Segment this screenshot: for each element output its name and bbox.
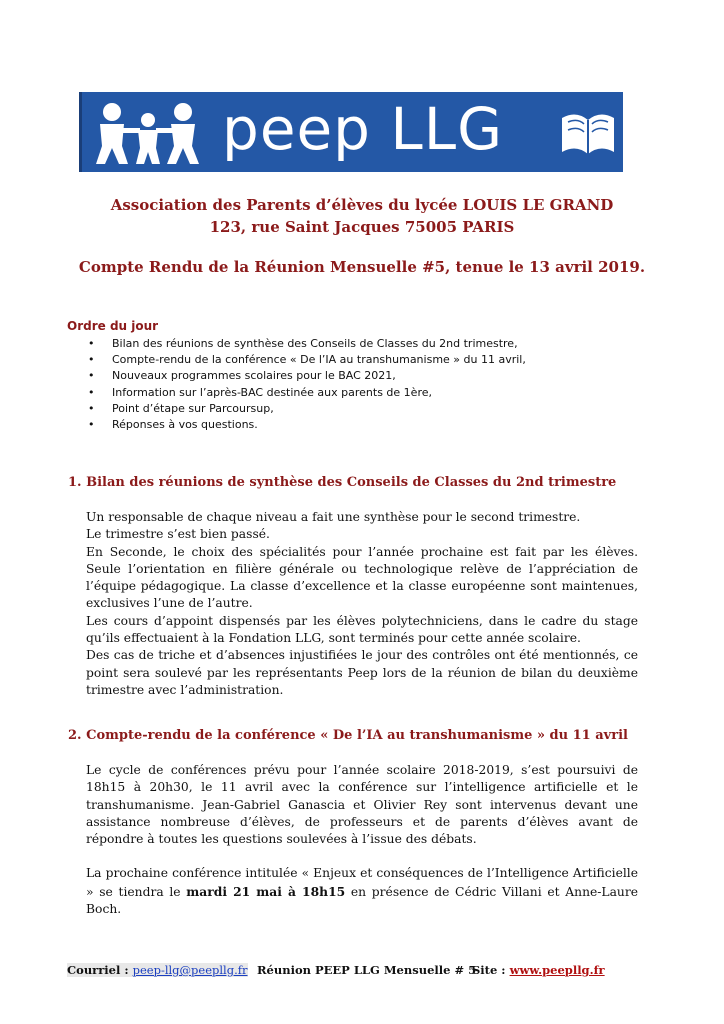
footer-site-label: Site : [472, 963, 510, 977]
agenda-item: • Compte-rendu de la conférence « De l’IA au transhumanisme » du 11 avril, [88, 352, 526, 368]
footer-email-label: Courriel : [67, 963, 133, 977]
section-2-paragraph-next-conference [86, 865, 638, 918]
site-link[interactable]: www.peepllg.fr [509, 963, 605, 977]
next-conference-text: La prochaine conférence intitulée « Enjeux et conséquences de l’Intelligence Artificielle » se tiendra le [86, 866, 638, 899]
family-icon [88, 100, 208, 166]
paragraph-gap [86, 848, 638, 865]
open-book-icon [558, 106, 618, 158]
email-link[interactable]: peep-llg@peepllg.fr [132, 963, 248, 977]
next-conference-date: mardi 21 mai à 18h15 [186, 883, 346, 899]
section-1-paragraph: Le trimestre s’est bien passé. [86, 527, 270, 542]
footer-center-text: Réunion PEEP LLG Mensuelle # 5 [257, 963, 477, 977]
agenda-title: Ordre du jour [67, 319, 159, 333]
section-2-body [86, 762, 638, 918]
section-1-paragraph: Les cours d’appoint dispensés par les élèves polytechniciens, dans le cadre du stage qu’ils effectuaient à la Fondation LLG, sont terminés pour cette année scolaire. [86, 613, 638, 646]
agenda-item: • Nouveaux programmes scolaires pour le BAC 2021, [88, 368, 526, 384]
section-1-paragraph: Un responsable de chaque niveau a fait une synthèse pour le second trimestre. [86, 510, 581, 524]
association-address: 123, rue Saint Jacques 75005 PARIS [209, 218, 515, 236]
next-conference-guests: en présence de Cédric Villani et Anne-Laure Boch. [86, 884, 638, 917]
agenda-list [88, 336, 526, 433]
section-1-body [86, 509, 638, 699]
section-1-title: 1. Bilan des réunions de synthèse des Conseils de Classes du 2nd trimestre [68, 475, 617, 490]
association-title: Association des Parents d’élèves du lycée LOUIS LE GRAND [110, 196, 614, 214]
agenda-item: • Réponses à vos questions. [88, 417, 526, 433]
footer-site [472, 963, 605, 977]
agenda-item: • Information sur l’après-BAC destinée aux parents de 1ère, [88, 385, 526, 401]
footer-email [67, 963, 248, 977]
page-footer [67, 963, 607, 983]
section-1-paragraph: Des cas de triche et d’absences injustifiées le jour des contrôles ont été mentionnés, ce point sera soulevé par les représentants Peep lors de la réunion de bilan du deuxième trimestre avec l’administration. [86, 648, 638, 697]
section-1-paragraph: En Seconde, le choix des spécialités pour l’année prochaine est fait par les élèves. Seule l’orientation en filière générale ou technologique relève de l’appréciation de l’équipe pédagogique. La classe d’excellence et la classe européenne sont maintenues, exclusives l’une de l’autre. [86, 544, 638, 611]
agenda-item: • Point d’étape sur Parcoursup, [88, 401, 526, 417]
peep-llg-logo [79, 92, 623, 172]
report-title: Compte Rendu de la Réunion Mensuelle #5, tenue le 13 avril 2019. [78, 258, 646, 276]
logo-text: peep LLG [222, 95, 504, 163]
section-2-title: 2. Compte-rendu de la conférence « De l’IA au transhumanisme » du 11 avril [68, 728, 628, 743]
section-2-paragraph: Le cycle de conférences prévu pour l’année scolaire 2018-2019, s’est poursuivi de 18h15 à 20h30, le 11 avril avec la conférence sur l’intelligence artificielle et le transhumanisme. Jean-Gabriel Ganascia et Olivier Rey sont intervenus devant une assistance nombreuse d’élèves, de professeurs et de parents d’élèves avant de répondre à toutes les questions soulevées à l’issue des débats. [86, 763, 638, 847]
agenda-item: • Bilan des réunions de synthèse des Conseils de Classes du 2nd trimestre, [88, 336, 526, 352]
